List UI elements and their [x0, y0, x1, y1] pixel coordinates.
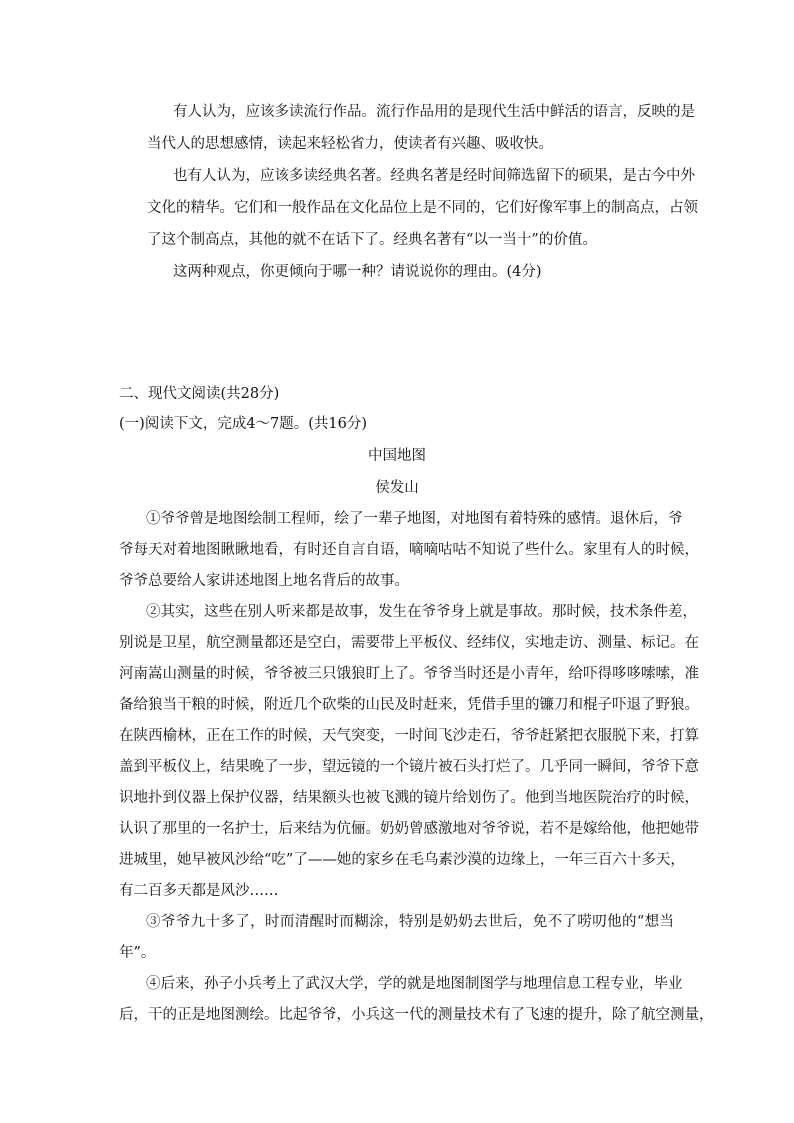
article-line: ①爷爷曾是地图绘制工程师，绘了一辈子地图，对地图有着特殊的感情。退休后，爷: [146, 511, 683, 527]
section-instruction: (一)阅读下文，完成4～7题。(共16分): [119, 416, 368, 432]
question-paragraph-2-line-1: 也有人认为，应该多读经典名著。经典名著是经时间筛选留下的硕果，是古今中外: [173, 168, 695, 184]
article-author: 侯发山: [375, 480, 419, 496]
article-line: ③爷爷九十多了，时而清醒时而糊涂，特别是奶奶去世后，免不了唠叨他的“想当: [146, 914, 674, 930]
article-line: 盖到平板仪上，结果晚了一步，望远镜的一个镜片被石头打烂了。几乎同一瞬间，爷爷下意: [119, 759, 699, 775]
article-line: 认识了那里的一名护士，后来结为伉俪。奶奶曾感激地对爷爷说，若不是嫁给他，他把她带: [119, 821, 699, 837]
article-line: ④后来，孙子小兵考上了武汉大学，学的就是地图制图学与地理信息工程专业，毕业: [146, 976, 683, 992]
section-heading: 二、现代文阅读(共28分): [119, 386, 280, 402]
question-paragraph-2-line-2: 文化的精华。它们和一般作品在文化品位上是不同的，它们好像军事上的制高点，占领: [147, 200, 698, 216]
article-line: 识地扑到仪器上保护仪器，结果额头也被飞溅的镜片给划伤了。他到当地医院治疗的时候，: [119, 790, 699, 806]
article-line: 爷每天对着地图瞅瞅地看，有时还自言自语，嘀嘀咕咕不知说了些什么。家里有人的时候，: [119, 542, 699, 558]
question-paragraph-1-line-1: 有人认为，应该多读流行作品。流行作品用的是现代生活中鲜活的语言，反映的是: [173, 104, 695, 120]
article-line: 有二百多天都是风沙……: [119, 883, 279, 899]
question-paragraph-1-line-2: 当代人的思想感情，读起来轻松省力，使读者有兴趣、吸收快。: [147, 136, 553, 152]
article-line: 河南嵩山测量的时候，爷爷被三只饿狼盯上了。爷爷当时还是小青年，给吓得哆哆嗦嗦，准: [119, 666, 699, 682]
question-prompt: 这两种观点，你更倾向于哪一种？请说说你的理由。(4分): [173, 264, 542, 280]
article-line: 在陕西榆林，正在工作的时候，天气突变，一时间飞沙走石，爷爷赶紧把衣服脱下来，打算: [119, 728, 699, 744]
article-line: 进城里，她早被风沙给“吃”了——她的家乡在毛乌素沙漠的边缘上，一年三百六十多天，: [119, 852, 685, 868]
article-line: 爷爷总要给人家讲述地图上地名背后的故事。: [119, 573, 409, 589]
article-line: 后，干的正是地图测绘。比起爷爷，小兵这一代的测量技术有了飞速的提升，除了航空测量，: [119, 1007, 714, 1023]
article-line: 年”。: [119, 945, 156, 961]
article-title: 中国地图: [368, 448, 426, 464]
question-paragraph-2-line-3: 了这个制高点，其他的就不在话下了。经典名著有“以一当十”的价值。: [147, 232, 597, 248]
article-line: ②其实，这些在别人听来都是故事，发生在爷爷身上就是事故。那时候，技术条件差，: [146, 604, 697, 620]
article-line: 别说是卫星，航空测量都还是空白，需要带上平板仪、经纬仪，实地走访、测量、标记。在: [119, 635, 699, 651]
article-line: 备给狼当干粮的时候，附近几个砍柴的山民及时赶来，凭借手里的镰刀和棍子吓退了野狼。: [119, 697, 699, 713]
